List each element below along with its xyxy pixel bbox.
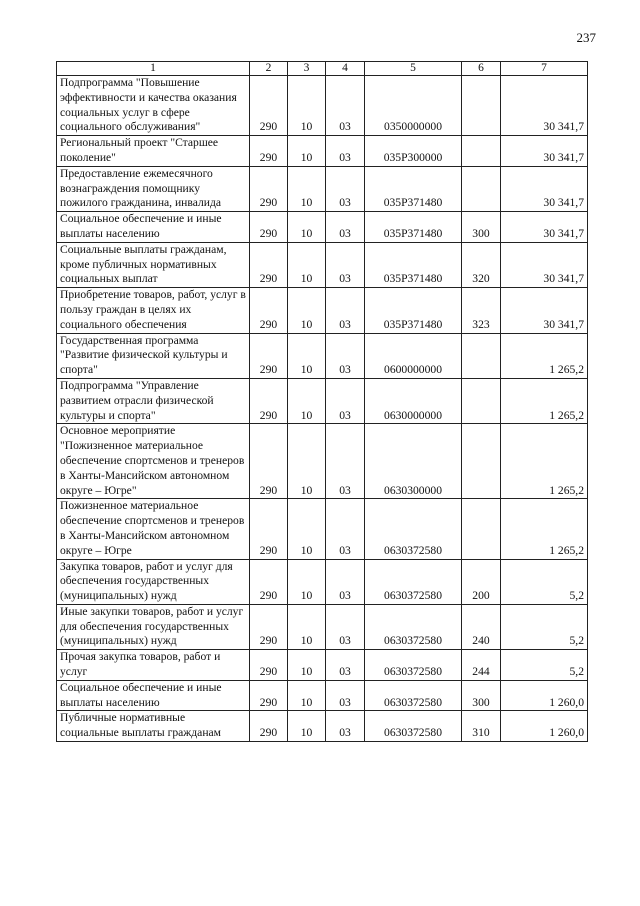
section-code-cell: 10 (288, 166, 326, 211)
section-code-cell: 10 (288, 242, 326, 287)
expense-type-cell (462, 378, 501, 423)
page-number: 237 (576, 30, 596, 45)
table-row (57, 499, 588, 559)
target-item-cell: 0630372580 (365, 711, 462, 742)
amount-cell: 30 341,7 (501, 288, 588, 333)
subsection-code-cell: 03 (326, 378, 365, 423)
amount-cell: 1 260,0 (501, 711, 588, 742)
table-row (57, 604, 588, 649)
row-name-cell: Социальное обеспечение и иные выплаты населению (57, 212, 250, 243)
target-item-cell: 0630372580 (365, 680, 462, 711)
table-row (57, 680, 588, 711)
expense-type-cell: 244 (462, 650, 501, 681)
subsection-code-cell: 03 (326, 333, 365, 378)
section-code-cell: 10 (288, 604, 326, 649)
expense-type-cell: 200 (462, 559, 501, 604)
subsection-code-cell: 03 (326, 76, 365, 136)
expense-type-cell (462, 499, 501, 559)
expense-type-cell (462, 136, 501, 167)
expense-type-cell (462, 333, 501, 378)
table-row (57, 559, 588, 604)
column-header: 4 (326, 62, 365, 76)
amount-cell: 5,2 (501, 604, 588, 649)
section-code-cell: 10 (288, 288, 326, 333)
budget-table (56, 61, 588, 742)
section-code-cell: 10 (288, 333, 326, 378)
table-row (57, 212, 588, 243)
table-row (57, 650, 588, 681)
row-name-cell: Прочая закупка товаров, работ и услуг (57, 650, 250, 681)
row-name-cell: Социальные выплаты гражданам, кроме публичных нормативных социальных выплат (57, 242, 250, 287)
expense-type-cell (462, 424, 501, 499)
column-header: 3 (288, 62, 326, 76)
target-item-cell: 0630300000 (365, 424, 462, 499)
subsection-code-cell: 03 (326, 711, 365, 742)
section-code-cell: 10 (288, 680, 326, 711)
amount-cell: 5,2 (501, 559, 588, 604)
table-row (57, 166, 588, 211)
subsection-code-cell: 03 (326, 424, 365, 499)
expense-type-cell: 323 (462, 288, 501, 333)
amount-cell: 30 341,7 (501, 212, 588, 243)
subsection-code-cell: 03 (326, 212, 365, 243)
row-name-cell: Основное мероприятие "Пожизненное материальное обеспечение спортсменов и тренеров в Ханты-Мансийском автономном округе – Югре" (57, 424, 250, 499)
expense-type-cell: 300 (462, 212, 501, 243)
subsection-code-cell: 03 (326, 242, 365, 287)
subsection-code-cell: 03 (326, 288, 365, 333)
amount-cell: 30 341,7 (501, 242, 588, 287)
subsection-code-cell: 03 (326, 680, 365, 711)
subsection-code-cell: 03 (326, 559, 365, 604)
amount-cell: 30 341,7 (501, 76, 588, 136)
expense-type-cell: 300 (462, 680, 501, 711)
amount-cell: 1 265,2 (501, 378, 588, 423)
target-item-cell: 0630000000 (365, 378, 462, 423)
target-item-cell: 035P371480 (365, 288, 462, 333)
section-code-cell: 10 (288, 711, 326, 742)
admin-code-cell: 290 (250, 288, 288, 333)
table-row (57, 711, 588, 742)
table-row (57, 136, 588, 167)
table-header-row (57, 62, 588, 76)
section-code-cell: 10 (288, 650, 326, 681)
table-body (57, 76, 588, 742)
admin-code-cell: 290 (250, 604, 288, 649)
target-item-cell: 0350000000 (365, 76, 462, 136)
target-item-cell: 0630372580 (365, 650, 462, 681)
admin-code-cell: 290 (250, 76, 288, 136)
expense-type-cell: 320 (462, 242, 501, 287)
admin-code-cell: 290 (250, 680, 288, 711)
expense-type-cell (462, 166, 501, 211)
target-item-cell: 0630372580 (365, 499, 462, 559)
amount-cell: 30 341,7 (501, 136, 588, 167)
admin-code-cell: 290 (250, 559, 288, 604)
expense-type-cell: 310 (462, 711, 501, 742)
target-item-cell: 035P371480 (365, 166, 462, 211)
admin-code-cell: 290 (250, 711, 288, 742)
subsection-code-cell: 03 (326, 604, 365, 649)
table-row (57, 333, 588, 378)
target-item-cell: 035P371480 (365, 212, 462, 243)
row-name-cell: Закупка товаров, работ и услуг для обеспечения государственных (муниципальных) нужд (57, 559, 250, 604)
column-header: 5 (365, 62, 462, 76)
table-row (57, 378, 588, 423)
table-row (57, 242, 588, 287)
row-name-cell: Подпрограмма "Управление развитием отрасли физической культуры и спорта" (57, 378, 250, 423)
section-code-cell: 10 (288, 499, 326, 559)
admin-code-cell: 290 (250, 424, 288, 499)
table-row (57, 424, 588, 499)
subsection-code-cell: 03 (326, 166, 365, 211)
row-name-cell: Пожизненное материальное обеспечение спортсменов и тренеров в Ханты-Мансийском автономном округе – Югре (57, 499, 250, 559)
admin-code-cell: 290 (250, 333, 288, 378)
column-header: 6 (462, 62, 501, 76)
section-code-cell: 10 (288, 212, 326, 243)
row-name-cell: Подпрограмма "Повышение эффективности и качества оказания социальных услуг в сфере социального обслуживания" (57, 76, 250, 136)
section-code-cell: 10 (288, 136, 326, 167)
row-name-cell: Региональный проект "Старшее поколение" (57, 136, 250, 167)
row-name-cell: Иные закупки товаров, работ и услуг для обеспечения государственных (муниципальных) нужд (57, 604, 250, 649)
target-item-cell: 035P300000 (365, 136, 462, 167)
admin-code-cell: 290 (250, 378, 288, 423)
target-item-cell: 0600000000 (365, 333, 462, 378)
column-header: 2 (250, 62, 288, 76)
expense-type-cell: 240 (462, 604, 501, 649)
admin-code-cell: 290 (250, 650, 288, 681)
admin-code-cell: 290 (250, 212, 288, 243)
column-header: 7 (501, 62, 588, 76)
amount-cell: 1 265,2 (501, 424, 588, 499)
expense-type-cell (462, 76, 501, 136)
section-code-cell: 10 (288, 424, 326, 499)
admin-code-cell: 290 (250, 499, 288, 559)
subsection-code-cell: 03 (326, 499, 365, 559)
admin-code-cell: 290 (250, 166, 288, 211)
section-code-cell: 10 (288, 76, 326, 136)
table-row (57, 288, 588, 333)
row-name-cell: Публичные нормативные социальные выплаты гражданам (57, 711, 250, 742)
amount-cell: 1 260,0 (501, 680, 588, 711)
column-header: 1 (57, 62, 250, 76)
section-code-cell: 10 (288, 378, 326, 423)
admin-code-cell: 290 (250, 136, 288, 167)
amount-cell: 1 265,2 (501, 499, 588, 559)
amount-cell: 30 341,7 (501, 166, 588, 211)
subsection-code-cell: 03 (326, 650, 365, 681)
row-name-cell: Социальное обеспечение и иные выплаты населению (57, 680, 250, 711)
amount-cell: 5,2 (501, 650, 588, 681)
admin-code-cell: 290 (250, 242, 288, 287)
row-name-cell: Предоставление ежемесячного вознаграждения помощнику пожилого гражданина, инвалида (57, 166, 250, 211)
amount-cell: 1 265,2 (501, 333, 588, 378)
subsection-code-cell: 03 (326, 136, 365, 167)
target-item-cell: 035P371480 (365, 242, 462, 287)
target-item-cell: 0630372580 (365, 604, 462, 649)
row-name-cell: Приобретение товаров, работ, услуг в пользу граждан в целях их социального обеспечения (57, 288, 250, 333)
row-name-cell: Государственная программа "Развитие физической культуры и спорта" (57, 333, 250, 378)
section-code-cell: 10 (288, 559, 326, 604)
table-row (57, 76, 588, 136)
target-item-cell: 0630372580 (365, 559, 462, 604)
